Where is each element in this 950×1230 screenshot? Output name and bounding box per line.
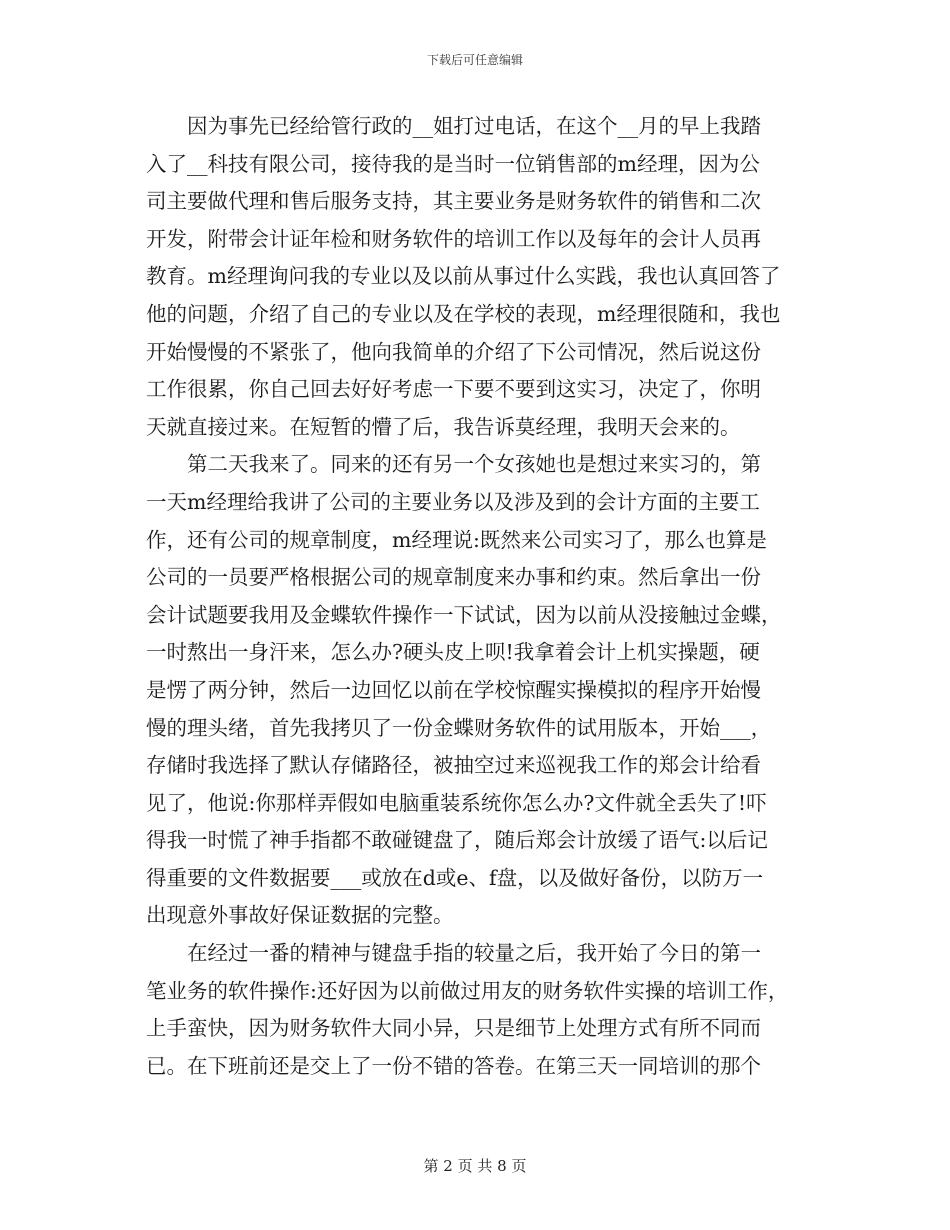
text-line: 他的问题，介绍了自己的专业以及在学校的表现，m经理很随和，我也 <box>146 301 781 326</box>
text-line: 慢的理头绪，首先我拷贝了一份金蝶财务软件的试用版本，开始___， <box>146 715 772 740</box>
text-line: 上手蛮快，因为财务软件大同小异，只是细节上处理方式有所不同而 <box>146 1016 761 1041</box>
text-line: 入了__科技有限公司，接待我的是当时一位销售部的m经理，因为公 <box>146 151 760 176</box>
text-line: 作，还有公司的规章制度，m经理说:既然来公司实习了，那么也算是 <box>146 527 767 552</box>
text-line: 开始慢慢的不紧张了，他向我简单的介绍了下公司情况，然后说这份 <box>146 339 761 364</box>
text-line: 一时熬出一身汗来，怎么办?硬头皮上呗!我拿着会计上机实操题，硬 <box>146 640 760 665</box>
text-line: 是愣了两分钟，然后一边回忆以前在学校惊醒实操模拟的程序开始慢 <box>146 677 761 702</box>
text-line: 第二天我来了。同来的还有另一个女孩她也是想过来实习的，第 <box>187 452 761 477</box>
text-line: 会计试题要我用及金蝶软件操作一下试试，因为以前从没接触过金蝶， <box>146 602 782 627</box>
text-line: 开发，附带会计证年检和财务软件的培训工作以及每年的会计人员再 <box>146 226 761 251</box>
text-line: 得重要的文件数据要___或放在d或e、f盘，以及做好备份，以防万一 <box>146 865 764 890</box>
text-line: 已。在下班前还是交上了一份不错的答卷。在第三天一同培训的那个 <box>146 1053 761 1078</box>
document-body <box>146 108 814 1085</box>
text-line: 因为事先已经给管行政的__姐打过电话，在这个__月的早上我踏 <box>187 114 761 138</box>
text-line: 工作很累，你自己回去好好考虑一下要不要到这实习，决定了，你明 <box>146 377 761 402</box>
text-line: 在经过一番的精神与键盘手指的较量之后，我开始了今日的第一 <box>187 941 761 966</box>
text-line: 见了，他说:你那样弄假如电脑重装系统你怎么办?文件就全丢失了!吓 <box>146 790 767 815</box>
text-line: 教育。m经理询问我的专业以及以前从事过什么实践，我也认真回答了 <box>146 264 781 289</box>
page-header: 下载后可任意编辑 <box>426 53 523 67</box>
text-line: 笔业务的软件操作:还好因为以前做过用友的财务软件实操的培训工作， <box>146 978 789 1003</box>
text-line: 公司的一员要严格根据公司的规章制度来办事和约束。然后拿出一份 <box>146 565 761 590</box>
text-line: 存储时我选择了默认存储路径，被抽空过来巡视我工作的郑会计给看 <box>146 753 761 778</box>
text-line: 天就直接过来。在短暂的懵了后，我告诉莫经理，我明天会来的。 <box>146 414 741 439</box>
text-line: 司主要做代理和售后服务支持，其主要业务是财务软件的销售和二次 <box>146 189 761 214</box>
text-line: 一天m经理给我讲了公司的主要业务以及涉及到的会计方面的主要工 <box>146 489 760 514</box>
page-footer: 第 2 页 共 8 页 <box>423 1157 527 1175</box>
text-line: 得我一时慌了神手指都不敢碰键盘了，随后郑会计放缓了语气:以后记 <box>146 828 768 853</box>
text-line: 出现意外事故好保证数据的完整。 <box>146 903 454 928</box>
